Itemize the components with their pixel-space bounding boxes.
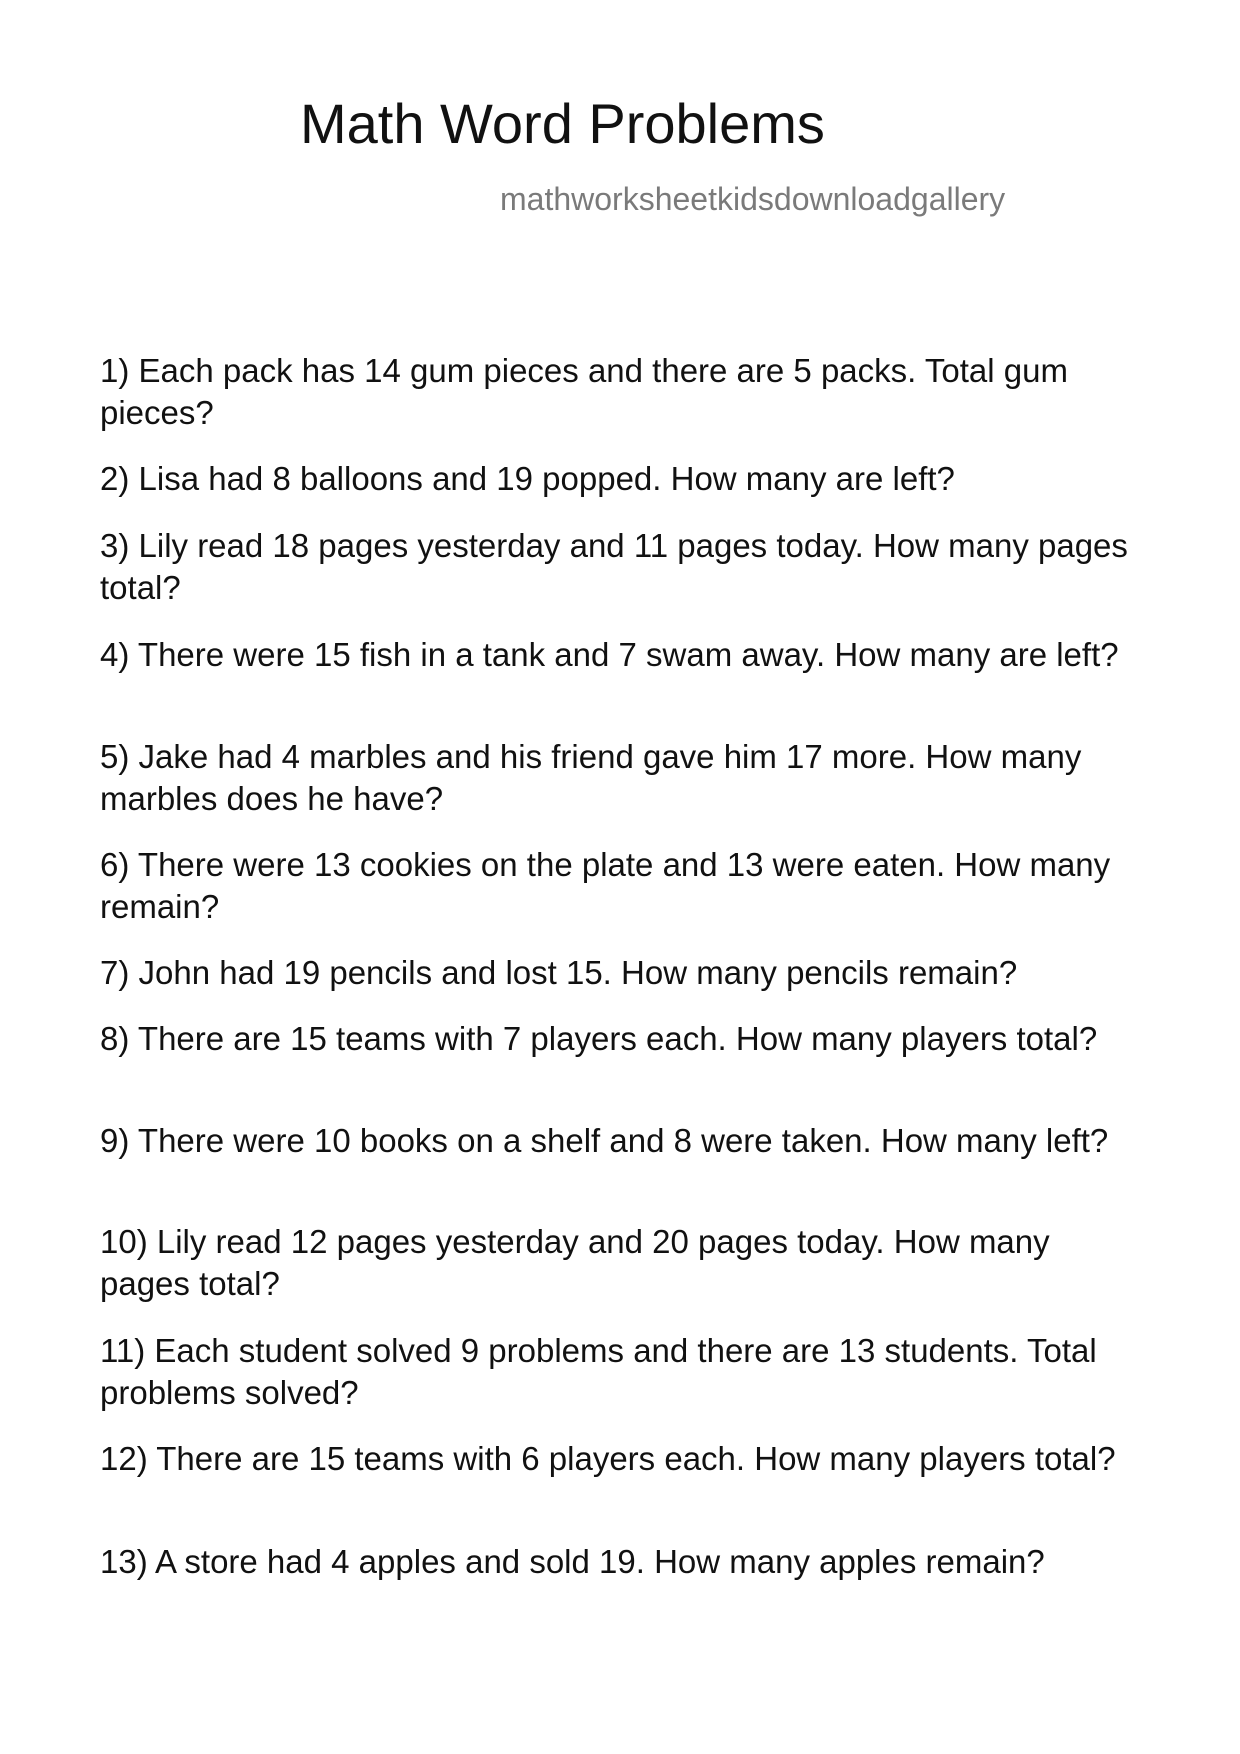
page-title: Math Word Problems — [300, 92, 825, 155]
problem-item: 3) Lily read 18 pages yesterday and 11 pages today. How many pages total? — [100, 527, 1128, 606]
problem-item: 7) John had 19 pencils and lost 15. How many pencils remain? — [100, 954, 1018, 991]
page-subtitle: mathworksheetkidsdownloadgallery — [500, 181, 1006, 217]
problem-item: 2) Lisa had 8 balloons and 19 popped. How many are left? — [100, 460, 955, 497]
problem-item: 13) A store had 4 apples and sold 19. How many apples remain? — [100, 1543, 1045, 1580]
problem-item: 10) Lily read 12 pages yesterday and 20 pages today. How many pages total? — [100, 1223, 1050, 1302]
problem-item: 11) Each student solved 9 problems and there are 13 students. Total problems solved? — [100, 1332, 1097, 1411]
problem-item: 5) Jake had 4 marbles and his friend gave him 17 more. How many marbles does he have? — [100, 738, 1082, 817]
problem-item: 9) There were 10 books on a shelf and 8 were taken. How many left? — [100, 1122, 1109, 1159]
problem-item: 8) There are 15 teams with 7 players each. How many players total? — [100, 1020, 1098, 1057]
problem-item: 6) There were 13 cookies on the plate and 13 were eaten. How many remain? — [100, 846, 1111, 925]
problem-item: 4) There were 15 fish in a tank and 7 swam away. How many are left? — [100, 636, 1119, 673]
problem-item: 12) There are 15 teams with 6 players each. How many players total? — [100, 1440, 1116, 1477]
problem-item: 1) Each pack has 14 gum pieces and there are 5 packs. Total gum pieces? — [100, 352, 1068, 431]
